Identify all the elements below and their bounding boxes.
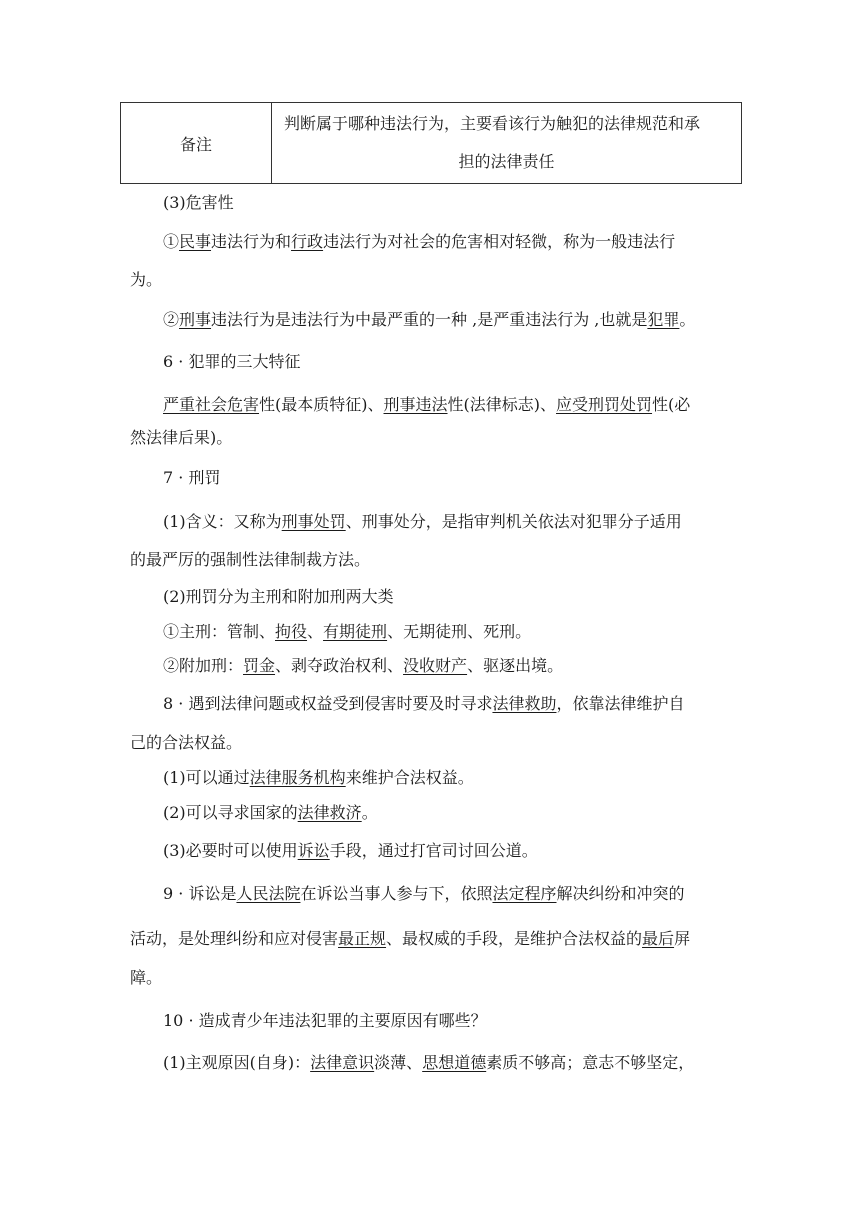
paragraph-line	[163, 232, 763, 252]
underlined-term: 没收财产	[403, 656, 468, 675]
paragraph-line	[163, 622, 763, 642]
text-span: 活动，是处理纠纷和应对侵害	[130, 929, 339, 948]
underlined-term: 应受刑罚处罚	[556, 395, 653, 414]
text-span: 、	[307, 622, 324, 641]
underlined-term: 严重社会危害	[163, 395, 260, 414]
paragraph-line	[163, 768, 763, 788]
text-span: 素质不够高；意志不够坚定，	[486, 1053, 695, 1072]
text-span: 、最权威的手段，是维护合法权益的	[386, 929, 643, 948]
table-content-cell	[272, 103, 742, 184]
text-span: 性(最本质特征)、	[259, 395, 384, 414]
paragraph-line: 己的合法权益。	[130, 733, 243, 752]
text-span: 来维护合法权益。	[345, 768, 474, 787]
paragraph-line	[163, 656, 763, 676]
paragraph-line	[163, 310, 763, 330]
paragraph-line	[163, 803, 763, 823]
underlined-term: 刑事处罚	[281, 512, 346, 531]
text-span: 。	[361, 803, 378, 822]
text-span: 违法行为是违法行为中最严重的一种 ,是严重违法行为 ,也就是	[211, 310, 648, 329]
text-span: 、无期徒刑、死刑。	[387, 622, 532, 641]
table-row	[121, 103, 742, 184]
underlined-term: 拘役	[275, 622, 308, 641]
text-span: 性(法律标志)、	[447, 395, 557, 414]
underlined-term: 法律意识	[310, 1053, 375, 1072]
paragraph-line	[163, 841, 763, 861]
text-span: 。	[679, 310, 696, 329]
paragraph-line	[163, 694, 763, 714]
text-span: 手段，通过打官司讨回公道。	[329, 841, 538, 860]
paragraph-line	[163, 512, 763, 532]
paragraph-line: 为。	[130, 270, 163, 289]
text-span: 、驱逐出境。	[467, 656, 564, 675]
underlined-term: 最后	[642, 929, 675, 948]
underlined-term: 民事	[179, 232, 212, 251]
text-span: 解决纠纷和冲突的	[556, 884, 685, 903]
underlined-term: 人民法院	[236, 884, 301, 903]
underlined-term: 法律服务机构	[249, 768, 346, 787]
text-span: 违法行为对社会的危害相对轻微，称为一般违法行	[323, 232, 676, 251]
underlined-term: 诉讼	[297, 841, 330, 860]
text-span: 、剥夺政治权利、	[275, 656, 404, 675]
underlined-term: 罚金	[243, 656, 276, 675]
text-span: 性(必	[652, 395, 691, 414]
text-span: (1)含义：又称为	[163, 512, 282, 531]
text-span: 、刑事处分，是指审判机关依法对犯罪分子适用	[345, 512, 682, 531]
paragraph-line: 的最严厉的强制性法律制裁方法。	[130, 550, 371, 569]
paragraph-line	[163, 1053, 763, 1073]
underlined-term: 有期徒刑	[323, 622, 388, 641]
underlined-term: 法定程序	[492, 884, 557, 903]
text-span: 在诉讼当事人参与下，依照	[300, 884, 493, 903]
underlined-term: 法律救助	[492, 694, 557, 713]
paragraph-line: 然法律后果)。	[130, 428, 233, 447]
text-span: 淡薄、	[374, 1053, 423, 1072]
text-span: ①	[163, 232, 180, 251]
section-heading: 7 · 刑罚	[163, 468, 221, 487]
text-span: 8 · 遇到法律问题或权益受到侵害时要及时寻求	[163, 694, 493, 713]
subheading-harmfulness: (3)危害性	[163, 193, 234, 212]
text-span: 屏	[674, 929, 691, 948]
text-span: ①主刑：管制、	[163, 622, 276, 641]
underlined-term: 犯罪	[647, 310, 680, 329]
paragraph-line	[163, 395, 763, 415]
text-span: ②	[163, 310, 180, 329]
text-span: (1)主观原因(自身)：	[163, 1053, 311, 1072]
underlined-term: 最正规	[338, 929, 387, 948]
text-span: (3)必要时可以使用	[163, 841, 298, 860]
notes-table	[120, 102, 742, 184]
section-heading: 10 · 造成青少年违法犯罪的主要原因有哪些？	[163, 1011, 487, 1030]
underlined-term: 刑事违法	[383, 395, 448, 414]
paragraph-line	[163, 884, 763, 904]
underlined-term: 法律救济	[297, 803, 362, 822]
text-span: ②附加刑：	[163, 656, 244, 675]
table-label-cell: 备注	[121, 103, 272, 184]
underlined-term: 思想道德	[422, 1053, 487, 1072]
section-heading: 6 · 犯罪的三大特征	[163, 352, 301, 371]
paragraph-line	[130, 929, 730, 949]
paragraph-line: (2)刑罚分为主刑和附加刑两大类	[163, 587, 394, 606]
text-span: 9 · 诉讼是	[163, 884, 237, 903]
paragraph-line: 障。	[130, 968, 163, 987]
table-content-line: 担的法律责任	[458, 152, 555, 171]
text-span: ，依靠法律维护自	[556, 694, 685, 713]
underlined-term: 刑事	[179, 310, 212, 329]
text-span: (1)可以通过	[163, 768, 250, 787]
text-span: 违法行为和	[211, 232, 292, 251]
underlined-term: 行政	[291, 232, 324, 251]
text-span: (2)可以寻求国家的	[163, 803, 298, 822]
table-content-line: 判断属于哪种违法行为，主要看该行为触犯的法律规范和承	[284, 114, 701, 133]
